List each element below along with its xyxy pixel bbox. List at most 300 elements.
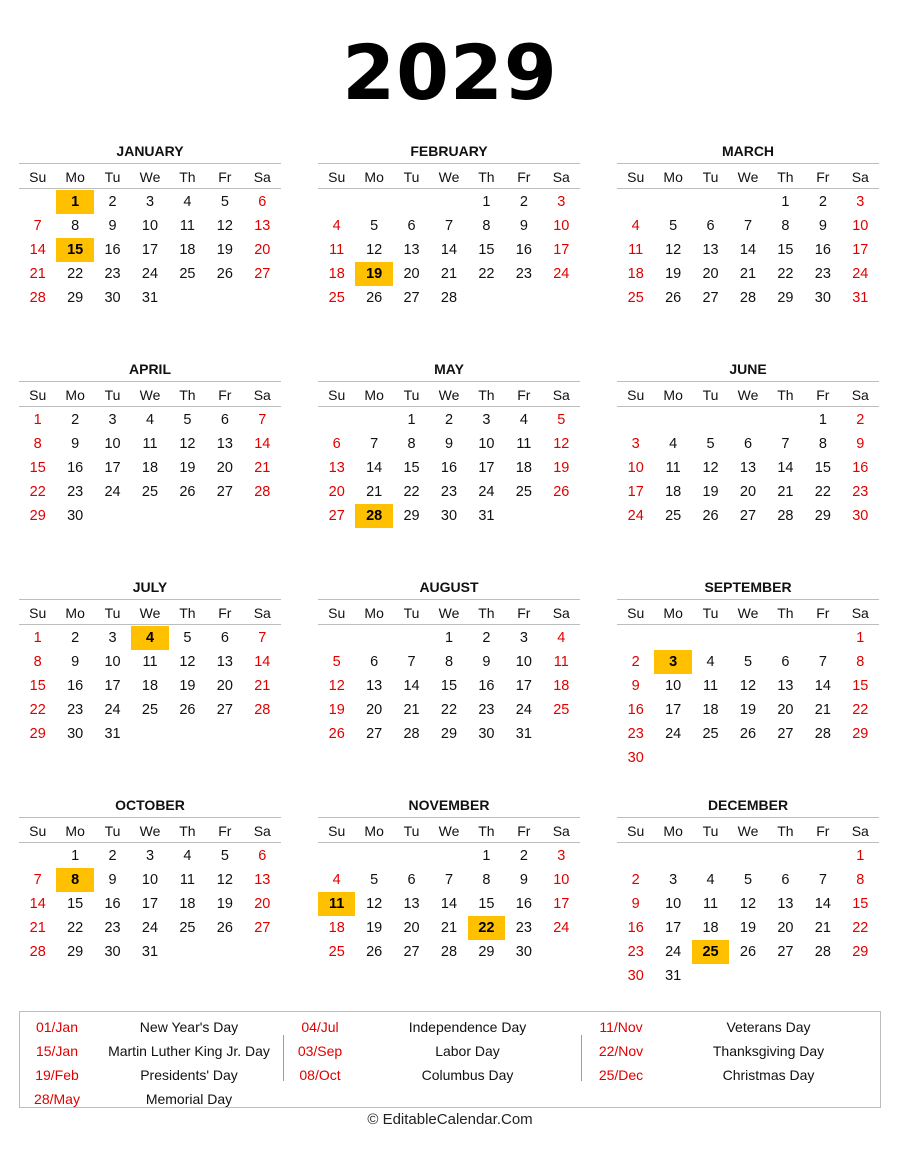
day-cell: 18 — [515, 460, 532, 476]
day-cell: 20 — [328, 484, 345, 500]
weekday-header: We — [438, 605, 460, 621]
holiday-date: 19/Feb — [35, 1067, 79, 1083]
day-cell: 24 — [627, 508, 644, 524]
day-cell: 2 — [71, 412, 80, 428]
day-cell: 20 — [216, 678, 233, 694]
day-cell: 27 — [777, 944, 794, 960]
holiday-row — [586, 1063, 881, 1087]
day-cell: 14 — [29, 896, 46, 912]
day-cell: 22 — [440, 702, 458, 718]
holiday-day: 4 — [131, 626, 168, 650]
day-cell: 12 — [665, 242, 682, 258]
empty-cell — [393, 190, 430, 214]
day-cell: 5 — [743, 872, 753, 888]
empty-cell — [617, 190, 654, 214]
weekday-header: Th — [777, 823, 794, 839]
days-grid — [617, 844, 879, 988]
day-cell: 14 — [254, 436, 271, 452]
empty-cell — [430, 190, 467, 214]
day-cell: 18 — [627, 266, 644, 282]
day-cell: 22 — [67, 920, 84, 936]
day-cell: 2 — [519, 848, 528, 864]
weekday-header: Mo — [663, 387, 683, 403]
day-cell: 25 — [328, 944, 345, 960]
day-cell: 10 — [478, 436, 495, 452]
month-name: MAY — [434, 361, 464, 377]
weekday-header: Th — [478, 605, 495, 621]
day-cell: 6 — [781, 872, 790, 888]
day-cell: 3 — [631, 436, 640, 452]
month-name: DECEMBER — [707, 797, 789, 813]
empty-cell — [767, 844, 804, 868]
day-cell: 14 — [814, 896, 831, 912]
month-name: AUGUST — [419, 579, 479, 595]
day-cell: 6 — [407, 218, 416, 234]
day-cell: 11 — [142, 436, 158, 452]
day-cell: 28 — [739, 290, 757, 306]
holiday-date: 25/Dec — [598, 1067, 644, 1083]
day-cell: 15 — [852, 678, 869, 694]
day-cell: 20 — [254, 242, 271, 258]
holiday-name: Memorial Day — [145, 1091, 233, 1107]
day-cell: 23 — [104, 920, 121, 936]
day-cell: 13 — [216, 654, 233, 670]
holiday-column-3 — [586, 1015, 881, 1087]
day-cell: 26 — [179, 702, 196, 718]
day-cell: 8 — [482, 218, 491, 234]
day-cell: 27 — [403, 944, 420, 960]
day-cell: 23 — [515, 920, 532, 936]
day-cell: 1 — [33, 412, 42, 428]
weekday-header: Mo — [65, 605, 85, 621]
weekday-header: Th — [478, 387, 495, 403]
day-cell: 23 — [67, 484, 84, 500]
footer-credit: © EditableCalendar.Com — [367, 1111, 533, 1128]
month-name: SEPTEMBER — [704, 579, 792, 595]
month-name: JULY — [132, 579, 168, 595]
day-cell: 29 — [29, 508, 46, 524]
weekday-header: Su — [328, 169, 346, 185]
day-cell: 13 — [366, 678, 383, 694]
holiday-row — [20, 1015, 284, 1039]
weekday-header: Mo — [65, 387, 85, 403]
empty-cell — [430, 844, 467, 868]
holiday-row — [290, 1063, 585, 1087]
holiday-day: 8 — [56, 868, 93, 892]
empty-cell — [617, 844, 654, 868]
weekday-header: Tu — [104, 169, 121, 185]
day-cell: 9 — [444, 436, 454, 452]
day-cell: 13 — [739, 460, 757, 476]
day-cell: 10 — [104, 654, 121, 670]
day-cell: 28 — [254, 702, 271, 718]
day-cell: 16 — [104, 896, 121, 912]
holiday-date: 04/Jul — [301, 1019, 339, 1035]
weekday-header: Mo — [65, 169, 85, 185]
empty-cell — [355, 408, 392, 432]
day-cell: 21 — [403, 702, 420, 718]
day-cell: 8 — [818, 436, 827, 452]
weekday-header: Th — [179, 169, 196, 185]
day-cell: 25 — [141, 484, 159, 500]
day-cell: 15 — [67, 896, 84, 912]
weekday-header: Tu — [702, 169, 719, 185]
day-cell: 11 — [179, 218, 195, 234]
day-cell: 30 — [627, 968, 644, 984]
day-cell: 6 — [258, 194, 267, 210]
holiday-column-2 — [290, 1015, 585, 1087]
day-cell: 31 — [104, 726, 121, 742]
day-cell: 1 — [482, 194, 491, 210]
day-cell: 10 — [515, 654, 532, 670]
holiday-day: 3 — [654, 650, 691, 674]
days-grid — [19, 408, 281, 528]
day-cell: 14 — [403, 678, 420, 694]
day-cell: 8 — [444, 654, 454, 670]
day-cell: 6 — [706, 218, 715, 234]
weekday-header-row — [617, 599, 879, 625]
day-cell: 13 — [328, 460, 345, 476]
day-cell: 3 — [669, 872, 678, 888]
day-cell: 13 — [216, 436, 233, 452]
day-cell: 23 — [515, 266, 532, 282]
day-cell: 27 — [254, 920, 271, 936]
holiday-date: 22/Nov — [598, 1043, 644, 1059]
month-june — [617, 357, 879, 528]
day-cell: 6 — [332, 436, 341, 452]
weekday-header: We — [139, 169, 161, 185]
day-cell: 10 — [553, 872, 570, 888]
day-cell: 24 — [141, 266, 159, 282]
day-cell: 9 — [482, 654, 491, 670]
holiday-name: Christmas Day — [722, 1067, 815, 1083]
month-january — [19, 139, 281, 310]
weekday-header: Su — [29, 387, 47, 403]
day-cell: 5 — [370, 872, 379, 888]
weekday-header: Fr — [517, 823, 531, 839]
day-cell: 17 — [478, 460, 495, 476]
holiday-list — [19, 1011, 881, 1108]
day-cell: 31 — [141, 290, 159, 306]
day-cell: 2 — [856, 412, 865, 428]
weekday-header: Mo — [663, 169, 683, 185]
day-cell: 26 — [366, 290, 383, 306]
days-grid — [19, 626, 281, 746]
month-october — [19, 793, 281, 964]
day-cell: 3 — [145, 194, 155, 210]
day-cell: 1 — [71, 848, 80, 864]
day-cell: 11 — [703, 678, 719, 694]
column-divider — [283, 1035, 284, 1081]
day-cell: 12 — [366, 242, 383, 258]
day-cell: 18 — [665, 484, 682, 500]
empty-cell — [767, 626, 804, 650]
holiday-name: Columbus Day — [421, 1067, 514, 1083]
day-cell: 31 — [515, 726, 532, 742]
day-cell: 23 — [627, 944, 644, 960]
day-cell: 3 — [482, 412, 491, 428]
day-cell: 27 — [216, 484, 233, 500]
empty-cell — [617, 626, 654, 650]
day-cell: 2 — [631, 654, 640, 670]
day-cell: 19 — [665, 266, 682, 282]
day-cell: 26 — [702, 508, 719, 524]
day-cell: 2 — [482, 630, 491, 646]
day-cell: 7 — [33, 872, 42, 888]
weekday-header: Mo — [364, 169, 384, 185]
day-cell: 30 — [67, 508, 84, 524]
day-cell: 23 — [440, 484, 458, 500]
day-cell: 1 — [407, 412, 416, 428]
day-cell: 12 — [553, 436, 570, 452]
day-cell: 16 — [627, 920, 644, 936]
day-cell: 21 — [814, 920, 831, 936]
weekday-header: Th — [777, 605, 794, 621]
day-cell: 13 — [702, 242, 719, 258]
day-cell: 28 — [403, 726, 420, 742]
weekday-header: Su — [627, 823, 645, 839]
day-cell: 14 — [814, 678, 831, 694]
day-cell: 2 — [631, 872, 640, 888]
day-cell: 2 — [71, 630, 80, 646]
day-cell: 21 — [366, 484, 383, 500]
day-cell: 5 — [332, 654, 341, 670]
day-cell: 31 — [478, 508, 495, 524]
holiday-name: Labor Day — [435, 1043, 500, 1059]
day-cell: 14 — [254, 654, 271, 670]
empty-cell — [729, 626, 766, 650]
holiday-day: 19 — [355, 262, 392, 286]
weekday-header: Th — [179, 605, 196, 621]
month-name: OCTOBER — [115, 797, 185, 813]
day-cell: 15 — [403, 460, 420, 476]
empty-cell — [19, 844, 56, 868]
weekday-header: Fr — [816, 605, 830, 621]
day-cell: 13 — [777, 678, 794, 694]
day-cell: 3 — [108, 412, 117, 428]
day-cell: 12 — [739, 678, 757, 694]
day-cell: 26 — [216, 266, 233, 282]
day-cell: 17 — [104, 460, 121, 476]
day-cell: 18 — [702, 702, 719, 718]
day-cell: 4 — [706, 872, 715, 888]
day-cell: 19 — [739, 702, 757, 718]
day-cell: 13 — [254, 872, 271, 888]
day-cell: 9 — [818, 218, 827, 234]
day-cell: 22 — [67, 266, 84, 282]
day-cell: 20 — [702, 266, 719, 282]
day-cell: 17 — [627, 484, 644, 500]
day-cell: 10 — [141, 218, 159, 234]
day-cell: 28 — [29, 290, 46, 306]
day-cell: 28 — [440, 944, 458, 960]
empty-cell — [729, 408, 766, 432]
empty-cell — [318, 844, 355, 868]
holiday-row — [586, 1015, 881, 1039]
day-cell: 9 — [71, 654, 80, 670]
day-cell: 11 — [553, 654, 569, 670]
day-cell: 18 — [328, 920, 345, 936]
empty-cell — [617, 408, 654, 432]
month-march — [617, 139, 879, 310]
weekday-header-row — [617, 817, 879, 843]
day-cell: 29 — [852, 944, 869, 960]
day-cell: 7 — [818, 654, 827, 670]
day-cell: 20 — [739, 484, 757, 500]
day-cell: 16 — [67, 678, 84, 694]
day-cell: 15 — [478, 896, 495, 912]
day-cell: 25 — [515, 484, 532, 500]
weekday-header: We — [139, 387, 161, 403]
day-cell: 6 — [370, 654, 379, 670]
weekday-header: Tu — [403, 823, 420, 839]
holiday-day: 22 — [468, 916, 505, 940]
empty-cell — [804, 626, 841, 650]
weekday-header: Sa — [851, 169, 869, 185]
weekday-header: Tu — [403, 387, 420, 403]
day-cell: 5 — [183, 412, 192, 428]
weekday-header: Sa — [552, 823, 570, 839]
day-cell: 13 — [254, 218, 271, 234]
weekday-header: We — [737, 169, 759, 185]
weekday-header: Tu — [702, 823, 719, 839]
day-cell: 22 — [852, 920, 869, 936]
day-cell: 29 — [440, 726, 458, 742]
day-cell: 25 — [328, 290, 345, 306]
weekday-header: Su — [627, 605, 645, 621]
weekday-header: We — [139, 823, 161, 839]
day-cell: 3 — [145, 848, 155, 864]
holiday-day: 28 — [355, 504, 392, 528]
day-cell: 12 — [366, 896, 383, 912]
day-cell: 24 — [553, 266, 570, 282]
day-cell: 18 — [179, 242, 196, 258]
holiday-date: 03/Sep — [297, 1043, 343, 1059]
day-cell: 29 — [403, 508, 420, 524]
day-cell: 18 — [702, 920, 719, 936]
weekday-header: Mo — [364, 605, 384, 621]
weekday-header: Su — [29, 169, 47, 185]
day-cell: 12 — [328, 678, 345, 694]
day-cell: 26 — [665, 290, 682, 306]
day-cell: 15 — [814, 460, 831, 476]
day-cell: 13 — [777, 896, 794, 912]
weekday-header: We — [438, 823, 460, 839]
days-grid — [19, 190, 281, 310]
day-cell: 12 — [179, 654, 196, 670]
day-cell: 16 — [627, 702, 644, 718]
empty-cell — [692, 626, 729, 650]
day-cell: 29 — [777, 290, 794, 306]
day-cell: 26 — [739, 726, 757, 742]
day-cell: 17 — [515, 678, 532, 694]
weekday-header: Tu — [104, 823, 121, 839]
weekday-header: Sa — [851, 387, 869, 403]
day-cell: 26 — [179, 484, 196, 500]
day-cell: 23 — [852, 484, 869, 500]
weekday-header: Su — [328, 605, 346, 621]
day-cell: 23 — [814, 266, 831, 282]
month-name: MARCH — [721, 143, 775, 159]
day-cell: 6 — [781, 654, 790, 670]
weekday-header: Mo — [65, 823, 85, 839]
weekday-header: Tu — [702, 605, 719, 621]
day-cell: 11 — [179, 872, 195, 888]
holiday-name: Independence Day — [408, 1019, 527, 1035]
day-cell: 27 — [702, 290, 719, 306]
holiday-day: 1 — [56, 190, 93, 214]
weekday-header: Th — [478, 169, 495, 185]
day-cell: 27 — [366, 726, 383, 742]
day-cell: 2 — [108, 194, 117, 210]
day-cell: 15 — [777, 242, 794, 258]
day-cell: 6 — [220, 412, 229, 428]
day-cell: 10 — [665, 896, 682, 912]
day-cell: 6 — [407, 872, 416, 888]
days-grid — [617, 408, 879, 528]
day-cell: 10 — [665, 678, 682, 694]
day-cell: 8 — [33, 436, 42, 452]
day-cell: 1 — [856, 848, 865, 864]
day-cell: 19 — [702, 484, 719, 500]
weekday-header: Tu — [403, 605, 420, 621]
day-cell: 5 — [743, 654, 753, 670]
weekday-header-row — [19, 163, 281, 189]
weekday-header: Mo — [364, 387, 384, 403]
day-cell: 17 — [141, 242, 159, 258]
empty-cell — [654, 190, 691, 214]
days-grid — [19, 844, 281, 964]
weekday-header-row — [19, 381, 281, 407]
weekday-header: We — [737, 605, 759, 621]
day-cell: 27 — [403, 290, 420, 306]
day-cell: 12 — [702, 460, 719, 476]
day-cell: 24 — [141, 920, 159, 936]
day-cell: 25 — [179, 920, 196, 936]
day-cell: 30 — [67, 726, 84, 742]
weekday-header: Mo — [663, 605, 683, 621]
weekday-header: We — [737, 823, 759, 839]
day-cell: 27 — [254, 266, 271, 282]
days-grid — [318, 190, 580, 310]
day-cell: 29 — [814, 508, 831, 524]
day-cell: 4 — [631, 218, 640, 234]
day-cell: 30 — [104, 944, 121, 960]
day-cell: 8 — [33, 654, 42, 670]
month-july — [19, 575, 281, 746]
day-cell: 13 — [403, 896, 420, 912]
day-cell: 19 — [216, 242, 233, 258]
day-cell: 5 — [557, 412, 566, 428]
day-cell: 15 — [29, 678, 46, 694]
day-cell: 26 — [216, 920, 233, 936]
day-cell: 18 — [328, 266, 345, 282]
day-cell: 5 — [183, 630, 192, 646]
day-cell: 4 — [706, 654, 715, 670]
weekday-header: Fr — [218, 387, 232, 403]
day-cell: 16 — [814, 242, 831, 258]
weekday-header-row — [617, 381, 879, 407]
day-cell: 8 — [482, 872, 491, 888]
weekday-header: Fr — [816, 387, 830, 403]
day-cell: 30 — [440, 508, 458, 524]
empty-cell — [318, 190, 355, 214]
empty-cell — [654, 626, 691, 650]
day-cell: 4 — [557, 630, 566, 646]
holiday-name: Martin Luther King Jr. Day — [108, 1043, 270, 1059]
day-cell: 19 — [366, 920, 383, 936]
month-april — [19, 357, 281, 528]
